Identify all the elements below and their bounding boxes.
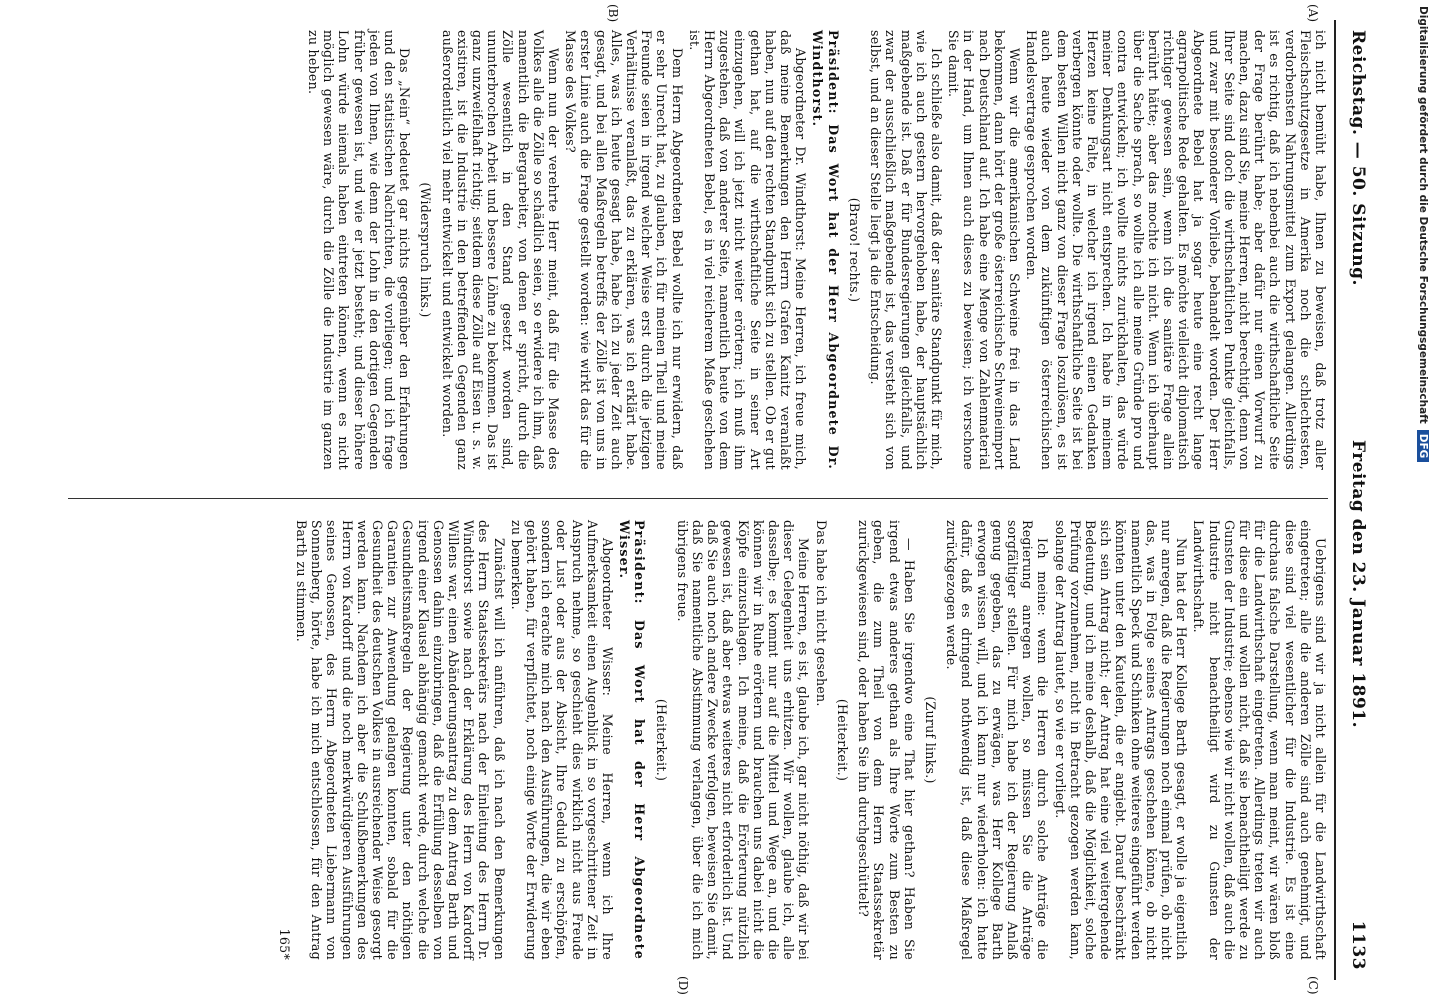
header-session: Reichstag. — 50. Sitzung. xyxy=(1348,30,1368,286)
page-number: 1133 xyxy=(1348,920,1368,970)
paragraph: Abgeordneter Wisser: Meine Herren, wenn ich Ihre Aufmerksamkeit einen Augenblick in so vorgeschrittener Zeit in Anspruch nehme, so geschieht dies wirklich nicht aus Freude oder Lust oder aus der Absicht, Ihre Geduld zu erschöpfen, sondern ich erachte mich nach den Ausführungen, die wir eben gehört haben, für verpflichtet, noch einige Worte der Erwiderung zu bemerken. xyxy=(508,520,616,960)
paragraph: Wenn wir die amerikanischen Schweine frei in das Land bekommen, dann hört der große österreichische Schweineimport nach Deutschland auf. Ich habe eine Menge von Zahlenmaterial in der Hand, um Ihnen auch dieses zu beweisen; ich verschone Sie damit. xyxy=(946,30,1022,470)
credit-text-container xyxy=(1411,6,1431,986)
column-divider xyxy=(68,498,1328,499)
dfg-logo: DFG xyxy=(1417,430,1429,463)
interjection: (Widerspruch links.) xyxy=(418,182,434,318)
paragraph: Abgeordneter Dr. Windthorst: Meine Herren, ich freue mich, daß meine Bemerkungen den Herrn Grafen Kanitz veranlaßt haben, nun auf den rechten Standpunkt sich zu stellen. Ob er gut gethan hat, auf die wirthschaftliche Seite in seiner Art einzugehen, will ich jetzt nicht weiter erörtern; ich muß ihm zugestehen, daß von anderer Seite, namentlich heute von dem Herrn Abgeordneten Bebel, es in viel reicherem Maße geschehen ist. xyxy=(686,30,809,470)
margin-marker-c: (C) xyxy=(1306,976,1320,995)
margin-marker-d: (D) xyxy=(676,976,690,995)
paragraph: Das „Nein“ bedeutet gar nichts gegenüber den Erfahrungen und den statistischen Nachrichten, die vorliegen; und ich frage jeden von Ihnen, wie denn der Lohn in den dortigen Gegenden früher gewesen ist, und wie er jetzt besteht; und dieser höhere Lohn würde niemals haben eintreten können, wenn es nicht möglich gewesen wäre, durch die Zölle die Industrie im ganzen zu heben. xyxy=(306,30,413,470)
right-column xyxy=(275,520,1328,960)
left-column xyxy=(304,30,1328,470)
header-rule xyxy=(1334,20,1336,980)
paragraph: Nun hat der Herr Kollege Barth gesagt, er wolle ja eigentlich nur anregen, daß die Regierungen noch einmal prüfen, ob nicht das, was in Folge seines Antrags geschehen könne, ob nicht namentlich Speck und Schinken ohne weiteres eingeführt werden könnten unter den Kautelen, die er angiebt. Darauf beschränkt sich sein Antrag nicht; der Antrag hat eine viel weitergehende Bedeutung, und ich meine deshalb, daß die Möglichkeit, solche Prüfung vorzunehmen, nicht in Betracht gezogen werden kann, solange der Antrag lautet, so wie er vorliegt. xyxy=(1052,520,1190,960)
interjection: (Heiterkeit.) xyxy=(653,698,669,782)
paragraph: Meine Herren, es ist, glaube ich, gar nicht nöthig, daß wir bei dieser Gelegenheit uns erhitzen. Wir wollen, glaube ich, alle dasselbe; es kommt nur auf die Mittel und Wege an, und die können wir in Ruhe erörtern und brauchen uns dabei nicht die Köpfe einzuschlagen. Ich meine, daß die Erörterung nützlich gewesen ist, daß aber etwas weiteres nicht erforderlich ist. Und daß Sie auch noch andere Zwecke verfolgen, beweisen Sie damit, daß Sie namentliche Abstimmung verlangen, über die ich mich übrigens freue. xyxy=(674,520,812,960)
paragraph: Das habe ich nicht gesehen. xyxy=(813,520,829,707)
paragraph: Ich meine: wenn die Herren durch solche Anträge die Regierung anregen wollen, so müssen Sie die Anträge sorgfältiger stellen. Für mich habe ich der Regierung Anlaß genug gegeben, das zu erwägen, was Herr Kollege Barth erwogen wissen will, und ich kann nur wiederholen: ich hatte dafür, daß es dringend nothwendig ist, daß diese Maßregel zurückgezogen werde. xyxy=(944,520,1051,960)
header-date: Freitag den 23. Januar 1891. xyxy=(1348,440,1368,729)
interjection: (Zuruf links.) xyxy=(922,696,938,784)
president-line: Präsident: Das Wort hat der Herr Abgeordnete Wisser. xyxy=(617,520,648,960)
page-header xyxy=(1338,20,1372,980)
paragraph: — Haben Sie irgendwo eine That hier gethan? Haben Sie irgend etwas anderes gethan als Ihre Worte zum Besten zu geben, die zum Theil von dem Herrn Staatssekretär zurückgewiesen sind, oder haben Sie ihn durchgeschüttelt? xyxy=(856,520,917,960)
paragraph: Ich schließe also damit, daß der sanitäre Standpunkt für mich, wie ich auch gestern hervorgehoben habe, der hauptsächlich maßgebende ist. Daß er für Bundesregierungen gleichfalls, und zwar der ausschließlich maßgebende ist, das versteht sich von selbst, und an dieser Stelle liegt ja die Entscheidung. xyxy=(868,30,944,470)
credit-text: Digitalisierung gefördert durch die Deutsche Forschungsgemeinschaft xyxy=(1417,6,1429,424)
signature-mark: 165* xyxy=(276,928,292,960)
credit-line xyxy=(1409,6,1429,986)
margin-marker-a: (A) xyxy=(1306,4,1320,23)
paragraph: Dem Herrn Abgeordneten Bebel wollte ich nur erwidern, daß er sehr Unrecht hat, zu glauben, ich für meinen Theil und meine Freunde seien in irgend welcher Weise erst durch die jetzigen Verhältnisse veranlaßt, das zu erklären, was ich erklärt habe. Alles, was ich heute gesagt habe, habe ich zu jeder Zeit auch gesagt, und bei allen Maßregeln betreffs der Zölle ist von uns in erster Linie auch die Frage gestellt worden: wie wirkt das für die Masse des Volkes? xyxy=(563,30,685,470)
interjection: (Heiterkeit.) xyxy=(834,698,850,782)
president-line: Präsident: Das Wort hat der Herr Abgeordnete Dr. Windthorst. xyxy=(810,30,841,470)
margin-marker-b: (B) xyxy=(606,4,620,23)
paragraph: Zunächst will ich anführen, daß ich nach den Bemerkungen des Herrn Staatssekretärs nach der Einleitung des Herrn Dr. Windthorst sowie nach der Erklärung des Herrn von Kardorff Willens war, einen Abänderungsantrag zu dem Antrag Barth und Genossen dahin einzubringen, daß die Erfüllung desselben von irgend einer Klausel abhängig gemacht werde, durch welche die Gesundheitsmaßregeln der Regierung unter den nöthigen Garantien zur Anwendung gelangen konnten, sobald für die Gesundheit des deutschen Volkes in ausreichender Weise gesorgt werden kann. Nachdem ich aber die Schlußbemerkungen des Herrn von Kardorff und die noch merkwürdigeren Ausführungen seines Genossen, des Herrn Abgeordneten Liebermann von Sonnenberg, hörte, habe ich mich entschlossen, für den Antrag Barth zu stimmen. xyxy=(294,520,507,960)
paragraph: Uebrigens sind wir ja nicht allein für die Landwirthschaft eingetreten; alle die anderen Zölle sind auch genehmigt, und diese sind viel wesentlicher für die Industrie. Es ist eine durchaus falsche Darstellung, wenn man meint, wir wären bloß für die Landwirthschaft eingetreten. Allerdings treten wir auch für diese ein und wollen nicht, daß sie benachtheiligt werde zu Gunsten der Industrie; ebenso wie wir nicht wollen, daß auch die Industrie nicht benachtheiligt wird zu Gunsten der Landwirthschaft. xyxy=(1191,520,1328,960)
paragraph: ich nicht bemüht habe, Ihnen zu beweisen, daß trotz aller Fleischschutzgesetze in Amerika noch die schlechtesten, verdorbensten Nahrungsmittel zum Export gelangen. Allerdings ist es richtig, daß ich nebenbei auch die wirthschaftliche Seite der Frage berührt habe; aber dafür nur einen Vorwurf zu machen, dazu sind Sie, meine Herren, nicht berechtigt, denn von Ihrer Seite sind doch die wirthschaftlichen Punkte gleichfalls, und zwar mit besonderer Vorliebe, behandelt worden. Der Herr Abgeordnete Bebel hat ja sogar heute eine recht lange agrarpolitische Rede gehalten. Es möchte vielleicht diplomatisch richtiger gewesen sein, wenn ich die sanitäre Frage allein berührt hätte; aber das mochte ich nicht. Wenn ich überhaupt über die Sache sprach, so wollte ich alle meine Gründe pro und contra entwickeln; ich wollte nichts zurückhalten, das würde meiner Denkungsart nicht entsprechen. Ich habe in meinem Herzen keine Falte, in welcher ich irgend einen Gedanken verbergen könnte oder wollte. Die wirthschaftliche Seite ist bei dem besten Willen nicht ganz von dieser Frage loszulösen, es ist auch heute wieder von dem zukünftigen österreichischen Handelsvertrage gesprochen worden. xyxy=(1024,30,1328,470)
interjection: (Bravo! rechts.) xyxy=(846,197,862,303)
paragraph: Wenn nun der verehrte Herr meint, daß für die Masse des Volkes alle die Zölle so schädlich seien, so erwidere ich ihm, daß namentlich die Bergarbeiter, von denen er spricht, durch die Zölle wesentlich in den Stand gesetzt worden sind, ununterbrochen Arbeit und bessere Löhne zu bekommen. Das ist ganz unzweifelhaft richtig; seitdem diese Zölle auf Eisen u. s. w. existiren, ist die Industrie in den betreffenden Gegenden ganz außerordentlich viel mehr entwickelt und entwickelt worden. xyxy=(439,30,562,470)
